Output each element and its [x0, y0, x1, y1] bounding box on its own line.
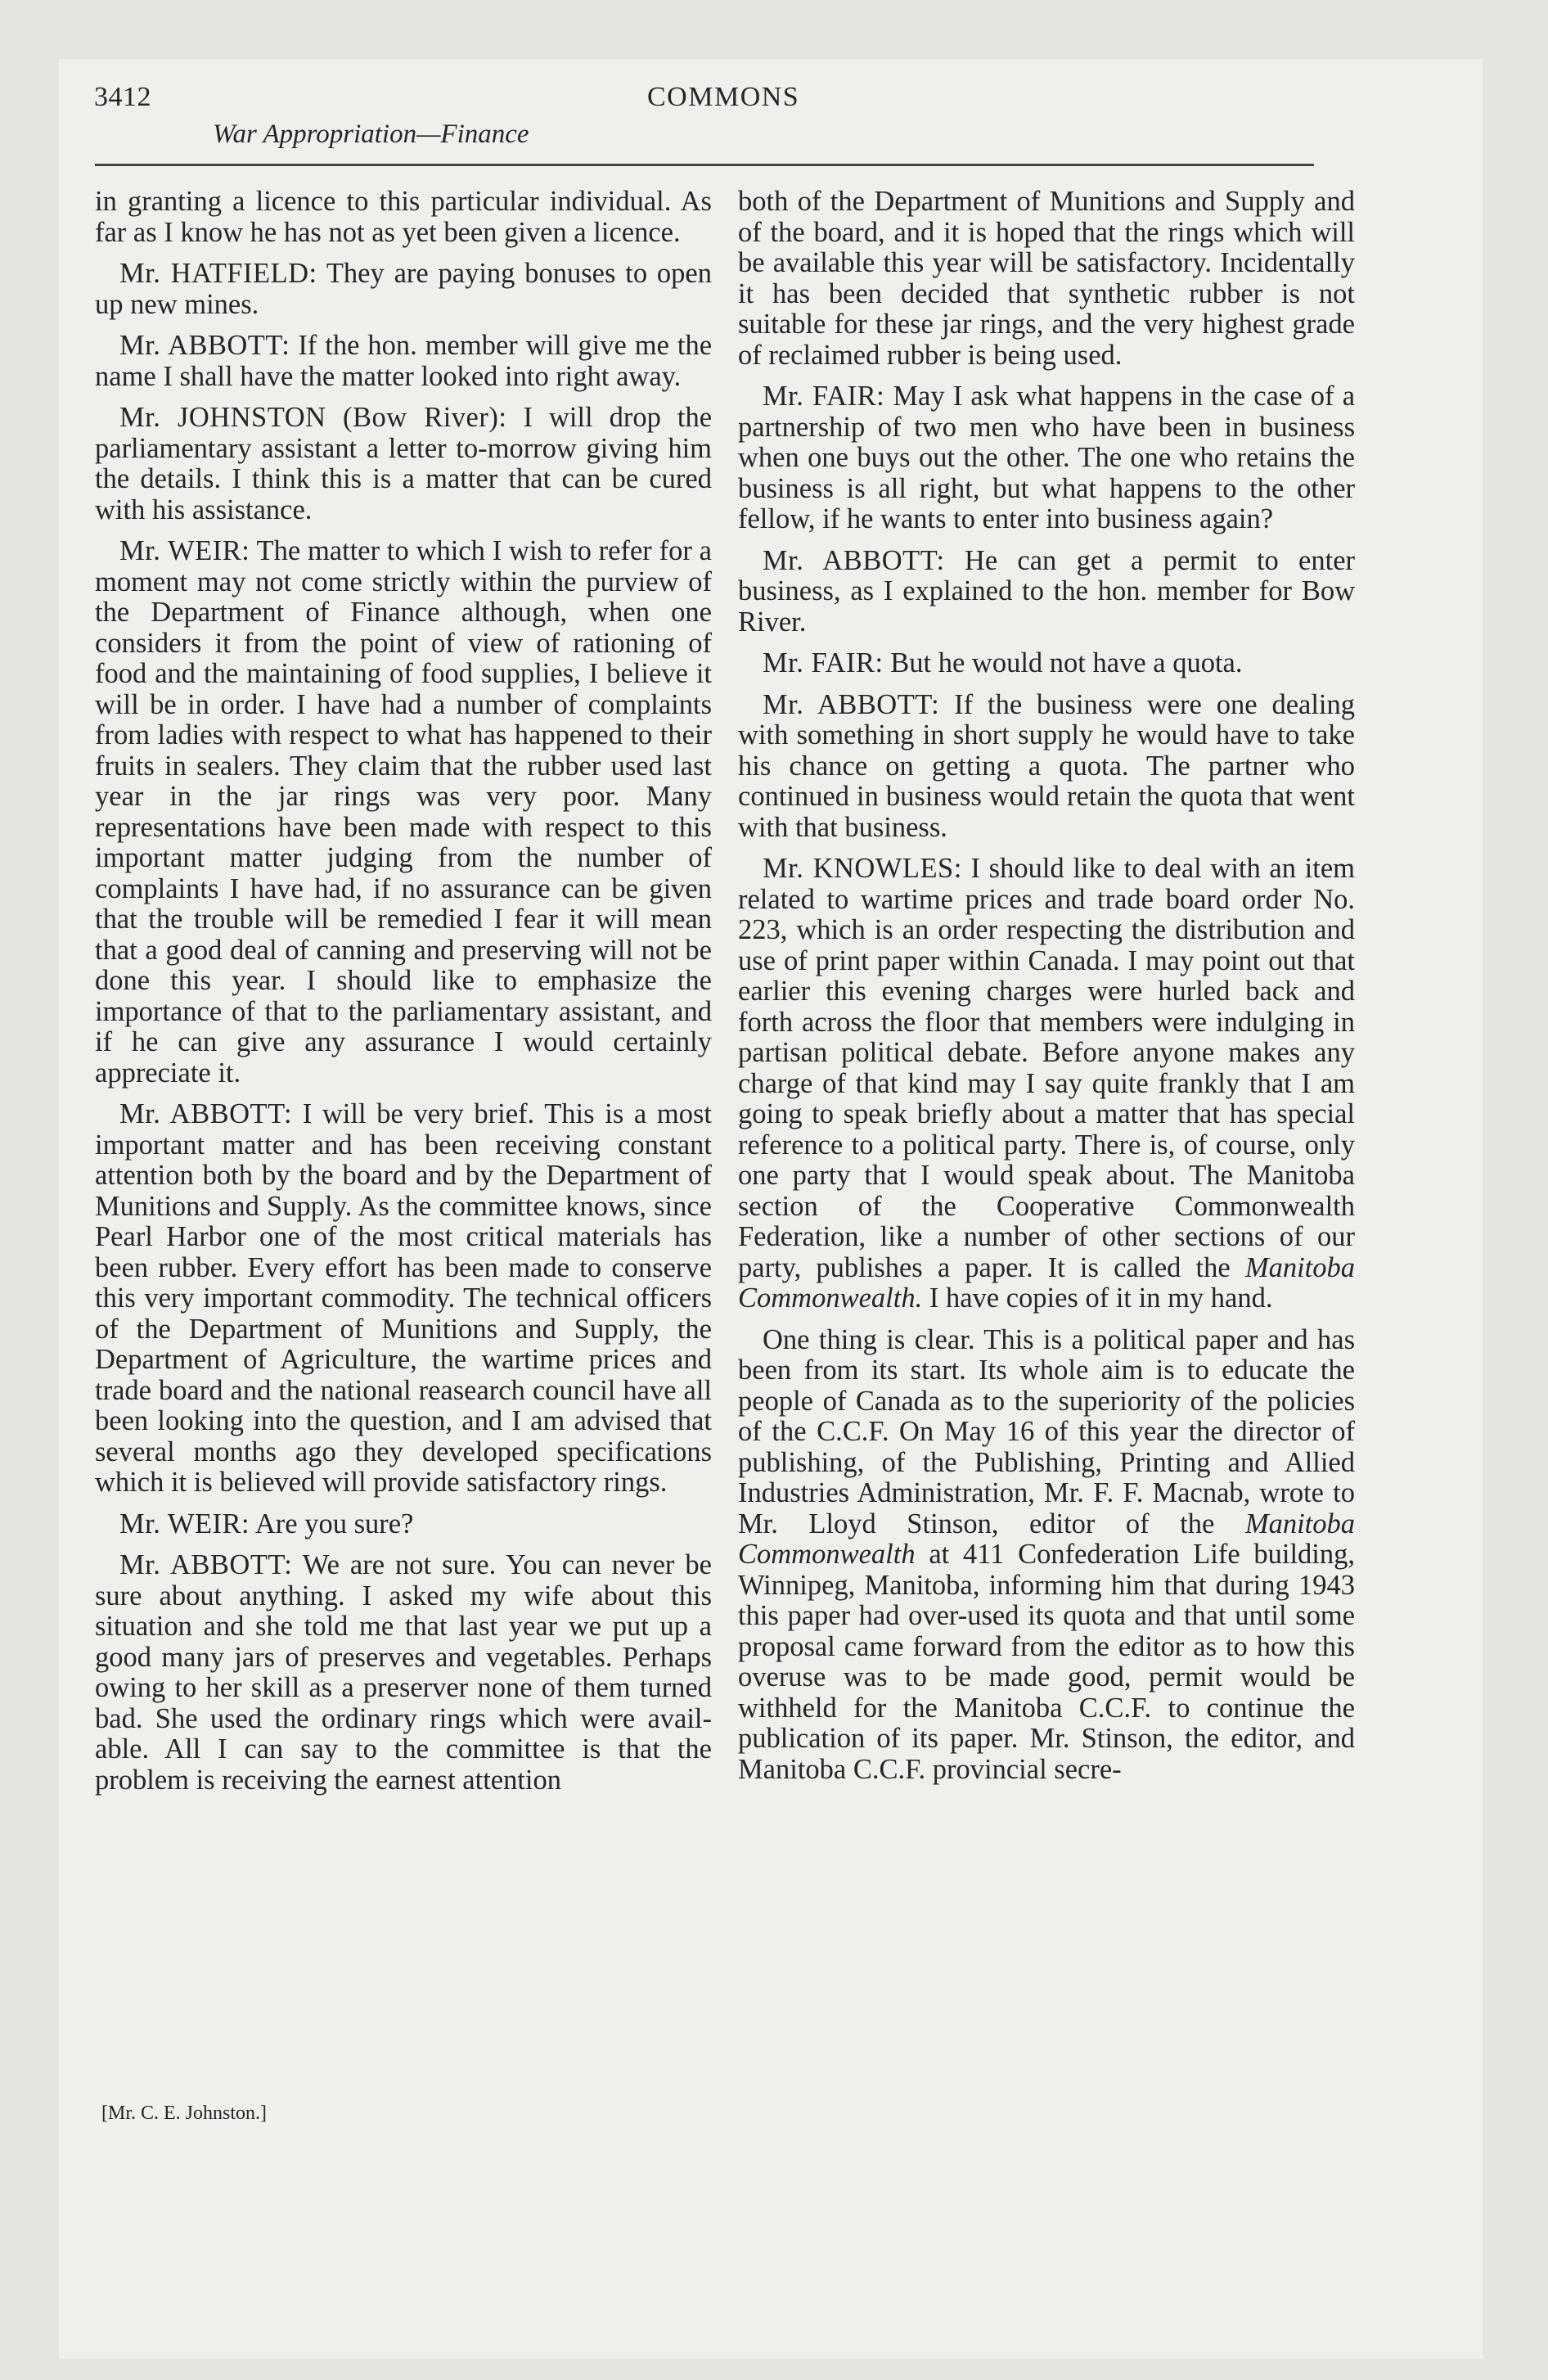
paragraph-text: I should like to deal with an item related to wartime prices and trade board order No. 223, which is an order respecting the distribution and use of print paper within Canada. I may point out that earlier this evening charges were hurled back and forth across the floor that members were indulging in partisan political debate. Before anyone makes any charge of that kind may I say quite frankly that I am going to speak briefly about a matter that has special reference to a political party. There is, of course, only one party that I would speak about. The Manitoba section of the Cooperative Commonwealth Federation, like a number of other sections of our party, publishes a paper. It is called the [738, 853, 1355, 1283]
speaker-name: Mr. JOHNSTON (Bow River): [119, 402, 507, 433]
paragraph-text: The matter to which I wish to refer for a moment may not come strictly within the purview of the Department of Finance although, when one considers it from the point of view of rationing of food and the maintaining of food supplies, I believe it will be in order. I have had a number of complaints from ladies with respect to what has happened to their fruits in sealers. They claim that the rubber used last year in the jar rings was very poor. Many representations have been made with respect to this important matter judging from the number of complaints I have had, if no assurance can be given that the trouble will be remedied I fear it will mean that a good deal of canning and preserving will not be done this year. I should like to emphasize the importance of that to the parliamentary assistant, and if he can give any assurance I would certainly appreciate it. [95, 535, 712, 1089]
paragraph [738, 546, 1355, 638]
page-subtitle: War Appropriation—Finance [213, 119, 529, 149]
paragraph-text: Are you sure? [254, 1508, 414, 1539]
page-title: COMMONS [647, 82, 800, 112]
speaker-name: Mr. KNOWLES: [763, 853, 962, 884]
paragraph [95, 259, 712, 320]
speaker-name: Mr. HATFIELD: [119, 258, 317, 289]
paragraph-text: I will be very brief. This is a most important matter and has been receiving constant attention both by the board and by the Department of Munitions and Supply. As the committee knows, since Pearl Harbor one of the most critical materials has been rubber. Every effort has been made to conserve this very important commodity. The technical officers of the Department of Munitions and Supply, the Department of Agriculture, the wartime prices and trade board and the national reasearch council have all been looking into the question, and I am advised that several months ago they developed specifications which it is believed will provide satisfactory rings. [95, 1098, 713, 1498]
paragraph-text: He can get a permit to enter business, as I explained to the hon. member for Bow River. [738, 544, 1356, 638]
speaker-name: Mr. FAIR: [763, 381, 885, 412]
paragraph [95, 403, 712, 525]
paragraph-text: If the hon. member will give me the name I shall have the matter looked into right away. [95, 330, 713, 392]
paragraph-text: We are not sure. You can never be sure about anything. I asked my wife about this situation and she told me that last year we put up a good many jars of preserves and vegetables. Perhaps owing to her skill as a preserver none of them turned bad. She used the ordinary rings which were available. All I can say to the committee is that the problem is receiving the earnest attention [95, 1549, 712, 1796]
paragraph [738, 381, 1355, 535]
paragraph-text: both of the Department of Munitions and Supply and of the board, and it is hoped that the rings which will be available this year will be satisfactory. Incidentally it has been decided that synthetic rubber is not suitable for these jar rings, and the very highest grade of reclaimed rubber is being used. [738, 186, 1355, 371]
footer-speaker-note: [Mr. C. E. Johnston.] [101, 2103, 268, 2124]
paragraph [95, 1550, 712, 1796]
paragraph [95, 1509, 712, 1540]
paragraph-text: I will drop the parliamentary assistant a letter to-morrow giving him the details. I think this is a matter that can be cured with his assistance. [95, 402, 713, 525]
paragraph [738, 1325, 1355, 1786]
paragraph [738, 690, 1355, 844]
paragraph [95, 187, 712, 248]
left-column [95, 187, 712, 1806]
speaker-name: Mr. WEIR: [119, 535, 250, 566]
speaker-name: Mr. ABBOTT: [763, 688, 940, 720]
speaker-name: Mr. ABBOTT: [763, 544, 945, 576]
paragraph-text: If the business were one dealing with something in short supply he would have to take his chance on getting a quota. The partner who continued in business would retain the quota that went with that business. [738, 688, 1355, 843]
paragraph [738, 648, 1355, 679]
paragraph [95, 331, 712, 392]
paragraph-text: I have copies of it in my hand. [922, 1282, 1273, 1314]
paragraph-text: in granting a licence to this particular individual. As far as I know he has not as yet been given a licence. [95, 186, 712, 248]
paragraph-text: But he would not have a quota. [890, 647, 1243, 678]
speaker-name: Mr. FAIR: [763, 647, 884, 678]
publication-title: Manitoba Commonwealth [738, 1508, 1355, 1570]
speaker-name: Mr. ABBOTT: [119, 330, 290, 361]
paragraph-text: One thing is clear. This is a political paper and has been from its start. Its whole aim is to educate the people of Canada as to the superiority of the policies of the C.C.F. On May 16 of this year the director of publishing, of the Publishing, Printing and Allied Industries Administration, Mr. F. F. Macnab, wrote to Mr. Lloyd Stinson, editor of the [738, 1323, 1355, 1539]
header-divider [95, 164, 1314, 166]
paragraph-text: May I ask what happens in the case of a partnership of two men who have been in business when one buys out the other. The one who retains the business is all right, but what happens to the other fellow, if he wants to enter into business again? [738, 381, 1356, 534]
paragraph [738, 854, 1355, 1314]
paragraph [738, 187, 1355, 371]
speaker-name: Mr. ABBOTT: [119, 1549, 293, 1580]
paragraph [95, 1099, 712, 1499]
right-column [738, 187, 1355, 1796]
publication-title: Manitoba Commonwealth. [738, 1251, 1355, 1314]
paragraph [95, 536, 712, 1089]
speaker-name: Mr. WEIR: [119, 1508, 250, 1539]
speaker-name: Mr. ABBOTT: [119, 1098, 293, 1129]
page-number: 3412 [94, 82, 151, 112]
paragraph-text: They are paying bonuses to open up new mines. [95, 258, 712, 320]
paragraph-text: at 411 Confederation Life building, Winnipeg, Manitoba, informing him that during 1943 this paper had over-used its quota and that until some proposal came forward from the editor as to how this overuse was to be made good, permit would be withheld for the Manitoba C.C.F. to continue the publication of its paper. Mr. Stinson, the editor, and Manitoba C.C.F. provincial secre- [738, 1539, 1355, 1785]
